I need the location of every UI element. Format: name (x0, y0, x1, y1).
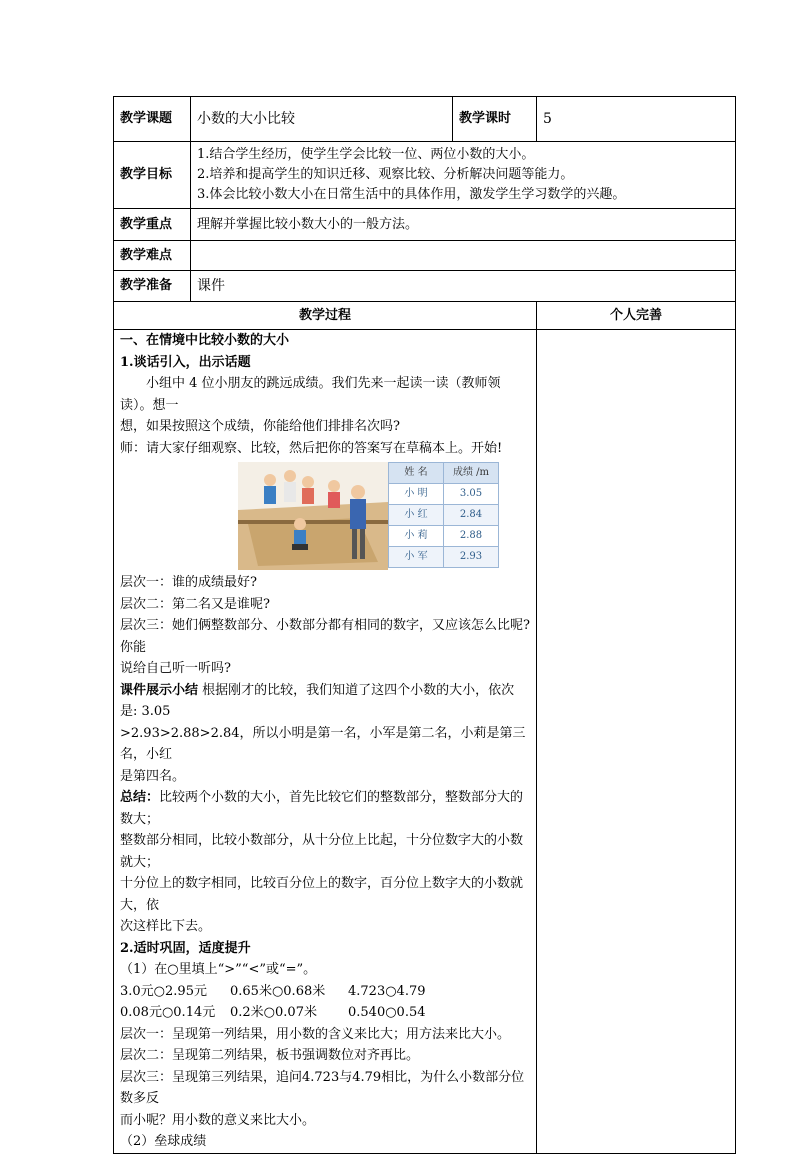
level-line: 层次三：她们俩整数部分、小数部分都有相同的数字，又应该怎么比呢?你能 (120, 618, 530, 655)
intro-line: 小组中 4 位小朋友的跳远成绩。我们先来一起读一读（教师领读）。想一 (120, 376, 501, 413)
lesson-plan (113, 96, 735, 1154)
goal-item: 1.结合学生经历，使学生学会比较一位、两位小数的大小。 (197, 147, 535, 162)
conclusion-text: 比较两个小数的大小，首先比较它们的整数部分，整数部分大的数大； (120, 790, 524, 827)
exercise-item: 0.08元○0.14元 (120, 1005, 216, 1020)
key-point-label: 教学重点 (114, 209, 191, 241)
side-header: 个人完善 (537, 302, 736, 330)
summary-label: 课件展示小结 (120, 682, 199, 698)
preparation-label: 教学准备 (114, 271, 191, 302)
score-header-score: 成绩 /m (444, 463, 499, 484)
lesson-plan-table (113, 96, 736, 1154)
conclusion-line: 次这样比下去。 (120, 919, 212, 934)
exercise-item: 0.65米○0.68米 (230, 983, 326, 999)
preparation-value: 课件 (191, 271, 736, 302)
hours-value: 5 (537, 97, 736, 142)
exercise-level: 层次一：呈现第一列结果，用小数的含义来比大；用方法来比大小。 (120, 1026, 511, 1042)
intro-line: 想，如果按照这个成绩，你能给他们排排名次吗? (120, 419, 400, 434)
summary-line (120, 680, 530, 723)
conclusion-line (120, 787, 530, 830)
score-header-name: 姓 名 (389, 463, 444, 484)
score-name: 小 莉 (389, 526, 444, 547)
topic-value: 小数的大小比较 (191, 97, 453, 142)
topic-row (114, 97, 736, 142)
exercise-row (120, 981, 530, 1003)
conclusion-line: 整数部分相同，比较小数部分，从十分位上比起，十分位数字大的小数就大； (120, 833, 524, 870)
difficulty-row (114, 241, 736, 271)
score-row (389, 547, 499, 568)
exercise-level: 层次三：呈现第三列结果，追问4.723与4.79相比，为什么小数部分位数多反 (120, 1069, 525, 1106)
score-value: 2.84 (444, 505, 499, 526)
summary-line: 是第四名。 (120, 768, 186, 784)
teacher-line: 师：请大家仔细观察、比较，然后把你的答案写在草稿本上。开始! (120, 440, 503, 456)
section-heading: 一、在情境中比较小数的大小 (120, 333, 290, 348)
exercise-item: 0.540○0.54 (348, 1005, 426, 1020)
process-content (114, 330, 537, 1154)
subsection-heading: 1.谈话引入，出示话题 (120, 354, 251, 370)
score-row (389, 526, 499, 547)
process-header-row (114, 302, 736, 330)
goals-content (191, 142, 736, 209)
long-jump-illustration (238, 462, 530, 570)
goals-row (114, 142, 736, 209)
topic-label: 教学课题 (114, 97, 191, 142)
difficulty-label: 教学难点 (114, 241, 191, 271)
score-value: 3.05 (444, 484, 499, 505)
personal-notes-cell (537, 330, 736, 1154)
score-row (389, 505, 499, 526)
long-jump-scene-image (238, 462, 388, 570)
conclusion-line: 十分位上的数字相同，比较百分位上的数字，百分位上数字大的小数就大，依 (120, 876, 524, 913)
hours-label: 教学课时 (453, 97, 537, 142)
subsection-heading: 2.适时巩固，适度提升 (120, 940, 251, 956)
score-name: 小 军 (389, 547, 444, 568)
level-line: 层次二：第二名又是谁呢? (120, 596, 270, 612)
exercise-title: （2）垒球成绩 (120, 1134, 207, 1149)
process-header: 教学过程 (114, 302, 537, 330)
goals-label: 教学目标 (114, 142, 191, 209)
score-name: 小 明 (389, 484, 444, 505)
score-row (389, 484, 499, 505)
score-table-header (389, 463, 499, 484)
level-line: 层次一：谁的成绩最好? (120, 575, 257, 590)
score-table (388, 462, 499, 568)
goal-item: 3.体会比较小数大小在日常生活中的具体作用，激发学生学习数学的兴趣。 (197, 187, 626, 202)
key-point-row (114, 209, 736, 241)
exercise-level: 而小呢？用小数的意义来比大小。 (120, 1112, 316, 1128)
difficulty-value (191, 241, 736, 271)
exercise-title: （1）在○里填上“>”“<”或“=”。 (120, 962, 317, 977)
exercise-item: 4.723○4.79 (348, 983, 426, 999)
preparation-row (114, 271, 736, 302)
goal-item: 2.培养和提高学生的知识迁移、观察比较、分析解决问题等能力。 (197, 167, 574, 182)
process-row (114, 330, 736, 1154)
score-value: 2.88 (444, 526, 499, 547)
exercise-item: 0.2米○0.07米 (230, 1005, 317, 1020)
exercise-item: 3.0元○2.95元 (120, 983, 207, 999)
score-value: 2.93 (444, 547, 499, 568)
exercise-level: 层次二：呈现第二列结果，板书强调数位对齐再比。 (120, 1048, 420, 1063)
summary-line: >2.93>2.88>2.84，所以小明是第一名，小军是第二名，小莉是第三名，小红 (120, 725, 526, 762)
exercise-row (120, 1002, 530, 1024)
level-line: 说给自己听一听吗? (120, 661, 231, 676)
key-point-value: 理解并掌握比较小数大小的一般方法。 (191, 209, 736, 241)
score-name: 小 红 (389, 505, 444, 526)
conclusion-label: 总结： (120, 790, 160, 805)
summary-text: 根据刚才的比较，我们知道了这四个小数的大小，依次是: 3.05 (120, 682, 515, 719)
